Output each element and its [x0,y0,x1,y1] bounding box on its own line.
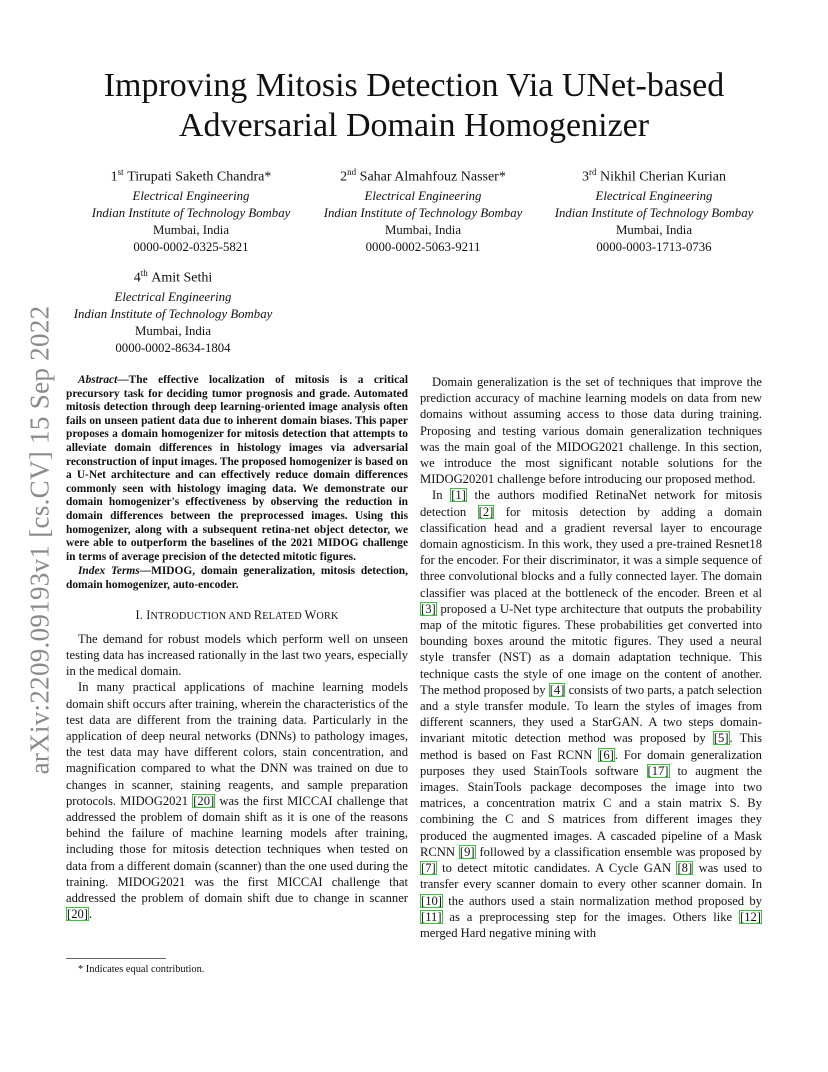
citation-link[interactable]: [7] [421,861,436,876]
right-column [420,374,762,941]
footnote: * Indicates equal contribution. [66,958,408,975]
author-dept: Electrical Engineering [364,188,482,203]
author-inst: Indian Institute of Technology Bombay [91,205,291,220]
citation-link[interactable]: [8] [677,861,693,876]
paper-title [0,66,828,146]
author-inst: Indian Institute of Technology Bombay [554,205,754,220]
author-orcid: 0000-0002-5063-9211 [365,239,481,254]
author-dept: Electrical Engineering [595,188,713,203]
author-city: Mumbai, India [615,222,693,237]
author-name: 4th Amit Sethi [133,268,213,286]
citation-link[interactable]: [1] [451,488,466,503]
left-column [66,374,408,922]
abstract: Abstract—The effective localization of mitosis is a critical precursory task for deciding tumor prognosis and grade. Automated mitosis detection through deep learning-oriented image analysis often fails on unseen patient data due to inherent domain biases. This paper proposes a domain homogenizer for mitosis detection that attempts to alleviate domain differences in histology images via adversarial reconstruction of input images. The proposed homogenizer is based on a U-Net architecture and can effectively reduce domain differences commonly seen with histology imaging data. We demonstrate our domain homogenizer's effectiveness by observing the reduction in domain differences between the preprocessed images. Using this homogenizer, along with a subsequent retina-net object detector, we were able to outperform the baselines of the 2021 MIDOG challenge in terms of average precision of the detected mitotic figures. [66,374,408,563]
author-city: Mumbai, India [384,222,462,237]
citation-link[interactable]: [3] [421,601,436,616]
author-city: Mumbai, India [152,222,230,237]
intro-paragraph-1: The demand for robust models which perform well on unseen testing data has increased rationally in the last two years, especially in the medical domain. [66,631,408,679]
author-block-4 [57,263,289,357]
citation-link[interactable]: [20] [193,793,215,808]
author-city: Mumbai, India [134,323,212,338]
related-paragraph-2: In [1] the authors modified RetinaNet network for mitosis detection [2] for mitosis detection by adding a domain classification head and a gradient reversal layer to encourage domain agnosticism. In this work, they used a pre-trained Resnet18 for the encoder. For their discriminator, it was a simple sequence of three convolutional blocks and a fully connected layer. The domain classifier was placed at the bottleneck of the encoder. Breen et al [3] proposed a U-Net type architecture that outputs the probability map of the mitotic figures. These probabilities get converted into bounding boxes around the mitotic figures. They used a neural style transfer (NST) as a domain adaptation technique. This technique casts the style of one image on the content of another. The method proposed by [4] consists of two parts, a patch selection and a style transfer module. To learn the styles of images from different scanners, they used a StarGAN. A two steps domain-invariant mitotic detection method was proposed by [5]. This method is based on Fast RCNN [6]. For domain generalization purposes they used StainTools software [17] to augment the images. StainTools package decomposes the image into two matrices, a concentration matrix C and a stain matrix S. By combining the C and S matrices from different images they produced the augmented images. A cascaded pipeline of a Mask RCNN [9] followed by a classification ensemble was proposed by [7] to detect mitotic candidates. A Cycle GAN [8] was used to transfer every scanner domain to every other scanner domain. In [10] the authors used a stain normalization method proposed by [11] as a preprocessing step for the images. Others like [12] merged Hard negative mining with [420,488,763,940]
author-name: 3rd Nikhil Cherian Kurian [582,167,726,185]
title-line-2: Adversarial Domain Homogenizer [178,107,650,144]
index-terms: Index Terms—MIDOG, domain generalization, mitosis detection, domain homogenizer, auto-encoder. [66,565,408,591]
citation-link[interactable]: [9] [459,844,475,859]
arxiv-stamp: arXiv:2209.09193v1 [cs.CV] 15 Sep 2022 [24,305,55,775]
related-paragraph-1: Domain generalization is the set of techniques that improve the prediction accuracy of machine learning models on data from new domains without assuming access to those data during training. Proposing and testing various domain generalization techniques was the main goal of the MIDOG2021 challenge. In this section, we introduce the most significant notable solutions for the MIDOG20201 challenge before introducing our proposed method. [420,375,762,487]
author-dept: Electrical Engineering [114,289,232,304]
author-name: 1st Tirupati Saketh Chandra* [110,167,272,185]
author-block-3 [538,162,770,256]
author-dept: Electrical Engineering [132,188,250,203]
citation-link[interactable]: [2] [478,504,494,519]
author-orcid: 0000-0002-0325-5821 [133,239,249,254]
author-inst: Indian Institute of Technology Bombay [323,205,523,220]
title-line-1: Improving Mitosis Detection Via UNet-based [103,67,725,104]
author-orcid: 0000-0002-8634-1804 [115,340,231,355]
citation-link[interactable]: [20] [67,907,88,922]
section-heading-introduction: I. INTRODUCTION AND RELATED WORK [135,607,339,622]
author-inst: Indian Institute of Technology Bombay [73,306,273,321]
citation-link[interactable]: [11] [421,909,442,924]
citation-link[interactable]: [4] [549,682,565,697]
citation-link[interactable]: [12] [740,909,761,924]
author-name: 2nd Sahar Almahfouz Nasser* [340,167,506,185]
author-orcid: 0000-0003-1713-0736 [596,239,712,254]
author-block-1 [75,162,307,256]
author-block-2 [307,162,539,256]
intro-paragraph-2: In many practical applications of machine learning models domain shift occurs after training, wherein the characteristics of the test data are different from the training data. Particularly in the application of deep neural networks (DNNs) to pathology images, the test data may have different colors, stain concentration, and magnification compared to what the DNN was trained on due to changes in scanner, staining reagents, and sample preparation protocols. MIDOG2021 [20] was the first MICCAI challenge that addressed the problem of domain shift as it is one of the reasons behind the failure of machine learning models after training, including those for mitosis detection techniques when tested on data from a different domain (scanner) than the one used during the training. MIDOG2021 was the first MICCAI challenge that addressed the problem of domain shift due to change in scanner [20]. [66,680,408,922]
citation-link[interactable]: [17] [647,763,669,778]
citation-link[interactable]: [6] [599,747,614,762]
citation-link[interactable]: [5] [713,731,729,746]
citation-link[interactable]: [10] [421,893,442,908]
